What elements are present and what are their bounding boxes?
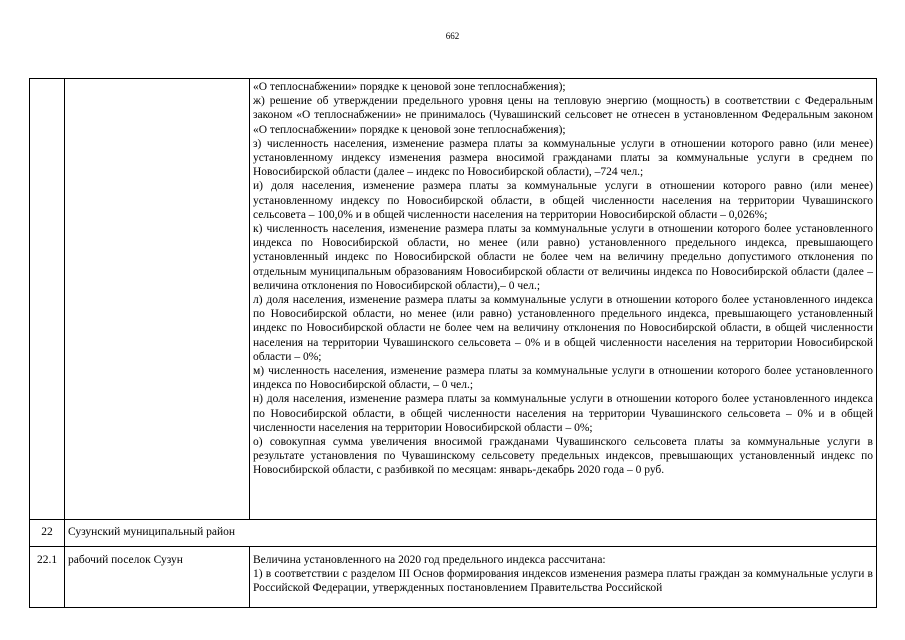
paragraph-z: з) численность населения, изменение размера платы за коммунальные услуги в отношении которого равно (или менее) установленному индексу изменения размера вносимой гражданами платы за коммунальные услуги в среднем по Новосибирской области (далее – индекс по Новосибирской области), –724 чел.; <box>253 137 873 179</box>
paragraph-intro: Величина установленного на 2020 год предельного индекса рассчитана: <box>253 554 606 566</box>
section-title-cell: Сузунский муниципальный район <box>65 520 877 547</box>
paragraph-continuation: «О теплоснабжении» порядке к ценовой зоне теплоснабжения); <box>253 81 566 93</box>
row-number-cell <box>30 79 65 520</box>
document-table <box>29 78 877 608</box>
description-cell <box>250 79 877 520</box>
municipality-name-cell: рабочий поселок Сузун <box>65 547 250 608</box>
description-cell <box>250 547 877 608</box>
page-number: 662 <box>445 31 460 41</box>
municipality-name-cell <box>65 79 250 520</box>
paragraph-i: и) доля населения, изменение размера платы за коммунальные услуги в отношении которого равно (или менее) установленному индексу по Новосибирской области, в общей численности населения на территории Чувашинского сельсовета – 100,0% и в общей численности населения на территории Новосибирской области – 0,026%; <box>253 180 873 221</box>
paragraph-k: к) численность населения, изменение размера платы за коммунальные услуги в отношении которого более установленного индекса по Новосибирской области, но менее (или равно) установленного предельного индекса, превышающего установленный индекс по Новосибирской области не более чем на величину предельно допустимого отклонения по отдельным муниципальным образованиям Новосибирской области от величины индекса по Новосибирской области (далее – величина отклонения по Новосибирской области),– 0 чел.; <box>253 223 873 292</box>
paragraph-1: 1) в соответствии с разделом III Основ формирования индексов изменения размера платы граждан за коммунальные услуги в Российской Федерации, утвержденных постановлением Правительства Российской <box>253 568 873 595</box>
paragraph-zh: ж) решение об утверждении предельного уровня цены на тепловую энергию (мощность) в соответствии с Федеральным законом «О теплоснабжении» не принималось (Чувашинский сельсовет не отнесен в установленном Федеральным законом «О теплоснабжении» порядке к ценовой зоне теплоснабжения); <box>253 95 873 136</box>
section-number-cell: 22 <box>30 520 65 547</box>
table-row <box>30 79 877 520</box>
table-row <box>30 547 877 608</box>
row-number-cell: 22.1 <box>30 547 65 608</box>
paragraph-l: л) доля населения, изменение размера платы за коммунальные услуги в отношении которого более установленного индекса по Новосибирской области, но менее (или равно) установленного предельного индекса, превышающего установленный индекс по Новосибирской области не более чем на величину отклонения по Новосибирской области, в общей численности населения на территории Чувашинского сельсовета – 0% и в общей численности населения на территории Новосибирской области – 0%; <box>253 294 873 363</box>
table-row-section <box>30 520 877 547</box>
paragraph-m: м) численность населения, изменение размера платы за коммунальные услуги в отношении которого более установленного индекса по Новосибирской области, – 0 чел.; <box>253 365 873 392</box>
paragraph-o: о) совокупная сумма увеличения вносимой гражданами Чувашинского сельсовета платы за коммунальные услуги в результате установления по Чувашинскому сельсовету предельных индексов, превышающих установленный индекс по Новосибирской области, с разбивкой по месяцам: январь-декабрь 2020 года – 0 руб. <box>253 436 873 477</box>
description-clip <box>253 553 873 596</box>
paragraph-n: н) доля населения, изменение размера платы за коммунальные услуги в отношении которого более установленного индекса по Новосибирской области, в общей численности населения на территории Чувашинского сельсовета – 0% и в общей численности населения на территории Новосибирской области – 0%; <box>253 393 873 434</box>
